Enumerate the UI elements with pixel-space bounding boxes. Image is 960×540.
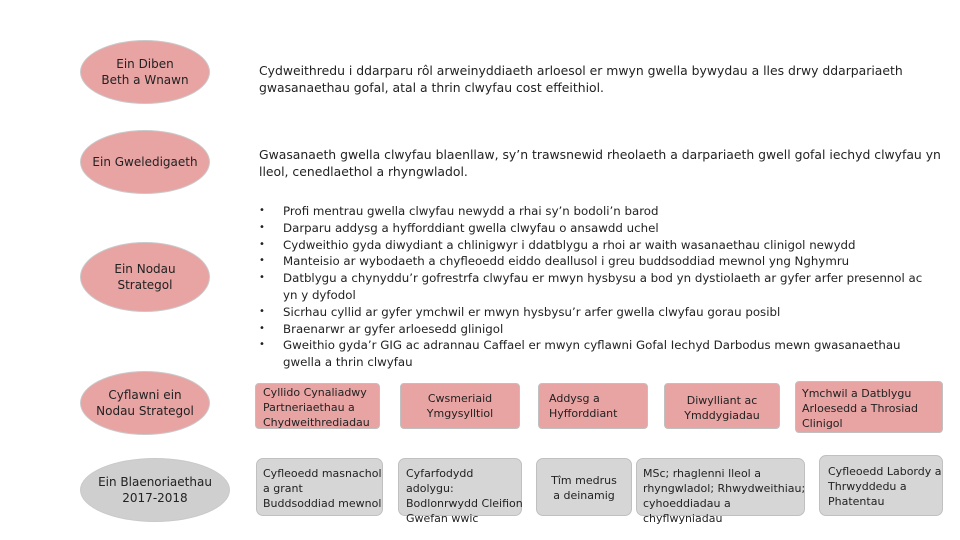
aim-item: • Datblygu a chynyddu’r gofrestrfa clwyfau er mwyn hysbysu a bod yn dystiolaeth ar gyfer arfer presennol ac yn y dyfodol bbox=[258, 270, 938, 304]
aim-item: • Gweithio gyda’r GIG ac adrannau Caffael er mwyn cyflawni Gofal Iechyd Darbodus mewn gwasanaethau gwella a thrin clwyfau bbox=[258, 337, 938, 371]
oval-priorities bbox=[80, 458, 230, 522]
oval-priorities-label: Ein Blaenoriaethau 2017-2018 bbox=[98, 475, 212, 505]
oval-delivery-label: Cyflawni ein Nodau Strategol bbox=[96, 388, 194, 418]
aim-item: • Profi mentrau gwella clwyfau newydd a rhai sy’n bodoli’n barod bbox=[258, 203, 938, 220]
priority-team-text: Tîm medrus a deinamig bbox=[551, 474, 617, 502]
aim-item: • Sicrhau cyllid ar gyfer ymchwil er mwyn hysbysu’r arfer gwella clwyfau gorau posibl bbox=[258, 304, 938, 321]
oval-purpose bbox=[80, 40, 210, 104]
aim-item: • Cydweithio gyda diwydiant a chlinigwyr i ddatblygu a rhoi ar waith wasanaethau clinigol newydd bbox=[258, 237, 938, 254]
aim-item: • Darparu addysg a hyfforddiant gwella clwyfau o ansawdd uchel bbox=[258, 220, 938, 237]
priority-commercial-text: Cyfleoedd masnachol a grant Buddsoddiad mewnol bbox=[263, 467, 382, 510]
oval-vision-label: Ein Gweledigaeth bbox=[92, 155, 198, 169]
oval-delivery bbox=[80, 371, 210, 435]
aim-item: • Manteisio ar wybodaeth a chyfleoedd eiddo deallusol i greu buddsoddiad mewnol yng Nghymru bbox=[258, 253, 938, 270]
oval-purpose-label: Ein Diben Beth a Wnawn bbox=[101, 57, 189, 87]
oval-aims-label: Ein Nodau Strategol bbox=[114, 262, 176, 292]
purpose-text: Cydweithredu i ddarparu rôl arweinyddiaeth arloesol er mwyn gwella bywydau a lles drwy ddarpariaeth gwasanaethau gofal, atal a thrin clwyfau cost effeithiol. bbox=[259, 63, 903, 95]
priority-meetings-text: Cyfarfodydd adolygu: Bodlonrwydd Cleifion Gwefan wwic bbox=[406, 467, 523, 525]
delivery-funding-text: Cyllido Cynaliadwy Partneriaethau a Chydweithrediadau bbox=[263, 386, 370, 429]
aim-item: • Braenarwr ar gyfer arloesedd glinigol bbox=[258, 321, 938, 338]
delivery-culture-text: Diwylliant ac Ymddygiadau bbox=[684, 394, 760, 422]
delivery-customers-text: Cwsmeriaid Ymgysylltiol bbox=[426, 392, 494, 420]
delivery-education-text: Addysg a Hyfforddiant bbox=[549, 392, 618, 420]
vision-text: Gwasanaeth gwella clwyfau blaenllaw, sy’n trawsnewid rheolaeth a darpariaeth gwell gofal iechyd clwyfau yn lleol, cenedlaethol a rhyngwladol. bbox=[259, 147, 941, 179]
oval-vision bbox=[80, 130, 210, 194]
priority-msc-text: MSc; rhaglenni lleol a rhyngwladol; Rhwydweithiau; cyhoeddiadau a chyflwyniadau bbox=[643, 467, 806, 525]
aims-list bbox=[258, 203, 938, 371]
oval-aims bbox=[80, 242, 210, 312]
delivery-research-text: Ymchwil a Datblygu Arloesedd a Throsiad Clinigol bbox=[802, 387, 919, 430]
priority-lab-text: Cyfleoedd Labordy a Thrwyddedu a Phatentau bbox=[828, 465, 942, 508]
